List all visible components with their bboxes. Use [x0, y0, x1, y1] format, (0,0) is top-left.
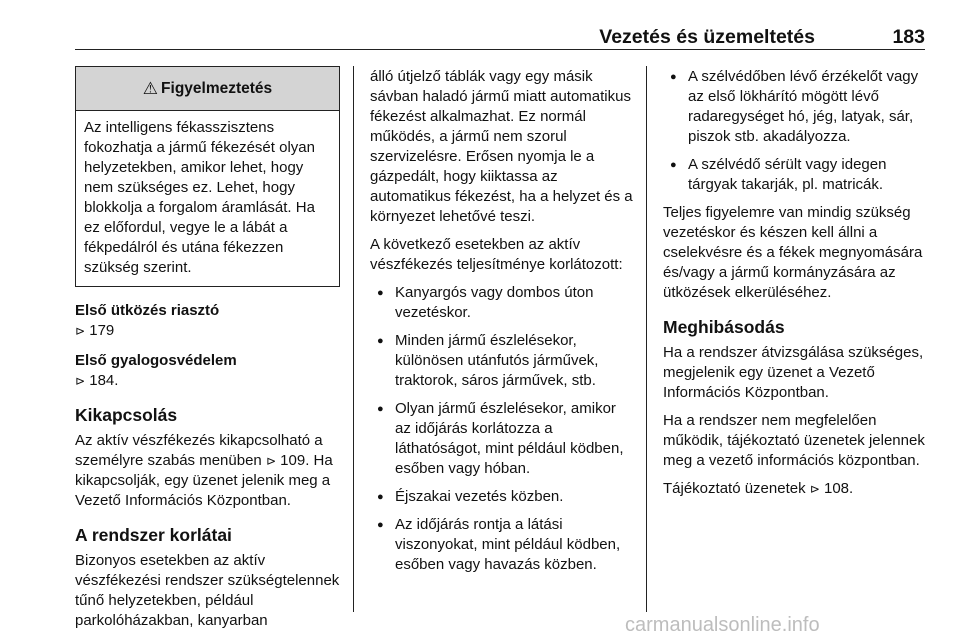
paragraph-fault-3: Tájékoztató üzenetek ⊳ 108. — [663, 480, 854, 497]
list-item: ● Minden jármű észlelésekor, különösen utánfutós járművek, traktorok, sáros járművek, stb. — [370, 331, 635, 391]
paragraph-attention: Teljes figyelemre van mindig szükség vezetéskor és készen kell állni a cselekvésre és a fékek megnyomására és/vagy a jármű kormányzására az ütközések elkerüléséhez. — [663, 204, 923, 301]
paragraph-fault-2: Ha a rendszer nem megfelelően működik, tájékoztató üzenetek jelennek meg a vezető információs központban. — [663, 412, 925, 469]
heading-system-limits: A rendszer korlátai — [75, 525, 232, 545]
watermark: carmanualsonline.info — [625, 614, 820, 636]
heading-fault: Meghibásodás — [663, 317, 785, 337]
subheading-pedestrian-protection: Első gyalogosvédelem — [75, 352, 237, 369]
column-2 — [370, 67, 635, 583]
page-number: 183 — [892, 26, 925, 48]
subheading-collision-alert: Első ütközés riasztó — [75, 302, 220, 319]
list-item: ● Kanyargós vagy dombos úton vezetéskor. — [370, 283, 635, 323]
arrow-icon: ⊳ — [75, 374, 86, 388]
reference-page: 184. — [89, 372, 119, 389]
paragraph-limits: Bizonyos esetekben az aktív vészfékezési rendszer szükségtelennek tűnő helyzetekben, például parkolóházakban, kanyarban — [75, 552, 340, 629]
warning-triangle-icon: ⚠ — [142, 78, 159, 98]
list-item: ● Az időjárás rontja a látási viszonyokat, mint például ködben, esőben vagy havazás közben. — [370, 515, 635, 575]
paragraph-intro: A következő esetekben az aktív vészfékezés teljesítménye korlátozott: — [370, 236, 623, 273]
limits-list — [370, 283, 635, 575]
list-item: ● A szélvédő sérült vagy idegen tárgyak takarják, pl. matricák. — [663, 155, 928, 195]
column-3 — [663, 67, 928, 507]
list-item: ● Olyan jármű észlelésekor, amikor az időjárás korlátozza a láthatóságot, mint például ködben, esőben vagy hóban. — [370, 399, 635, 479]
arrow-icon: ⊳ — [265, 454, 276, 468]
header-rule — [75, 49, 925, 50]
header-title: Vezetés és üzemeltetés — [599, 26, 815, 48]
cross-reference[interactable] — [75, 371, 340, 391]
reference-page: 179 — [89, 322, 115, 339]
paragraph-fault-1: Ha a rendszer átvizsgálása szükséges, megjelenik egy üzenet a Vezető Információs Központban. — [663, 344, 924, 401]
page-header — [75, 22, 925, 48]
limits-list-continued — [663, 67, 928, 195]
column-1 — [75, 66, 340, 639]
reference-page[interactable]: 108. — [824, 480, 854, 497]
warning-heading — [76, 67, 339, 111]
cross-reference[interactable] — [75, 321, 340, 341]
heading-disable: Kikapcsolás — [75, 405, 178, 425]
column-divider — [353, 66, 354, 612]
arrow-icon: ⊳ — [809, 482, 820, 496]
arrow-icon: ⊳ — [75, 324, 86, 338]
list-item: ● Éjszakai vezetés közben. — [370, 487, 635, 507]
warning-text: Az intelligens fékasszisztens fokozhatja a jármű fékezését olyan helyzetekben, amikor lehet, hogy nem szükséges ez. Lehet, hogy blokkolja a forgalom áramlását. Ha ez előfordul, vegye le a lábát a fékpedálról és utána fékezzen szükség szerint. — [84, 119, 315, 276]
column-divider — [646, 66, 647, 612]
warning-heading-text: Figyelmeztetés — [161, 79, 273, 97]
warning-box — [75, 66, 340, 287]
list-item: ● A szélvédőben lévő érzékelőt vagy az első lökhárító mögött lévő radaregységet hó, jég, latyak, sár, piszok stb. akadályozza. — [663, 67, 928, 147]
paragraph-continuation: álló útjelző táblák vagy egy másik sávban haladó jármű miatt automatikus fékezést alkalmazhat. Ez normál működés, a jármű nem szorul szervizelésre. Erősen nyomja le a gázpedált, hogy kiiktassa az automatikus fékezést, ha a helyzet és a környezet lehetővé teszi. — [370, 68, 633, 225]
reference-page[interactable]: 109. — [280, 452, 310, 469]
paragraph-disable: Az aktív vészfékezés kikapcsolható a személyre szabás menüben ⊳ 109. Ha kikapcsolják, egy üzenet jelenik meg a Vezető Információs Központban. — [75, 432, 333, 509]
